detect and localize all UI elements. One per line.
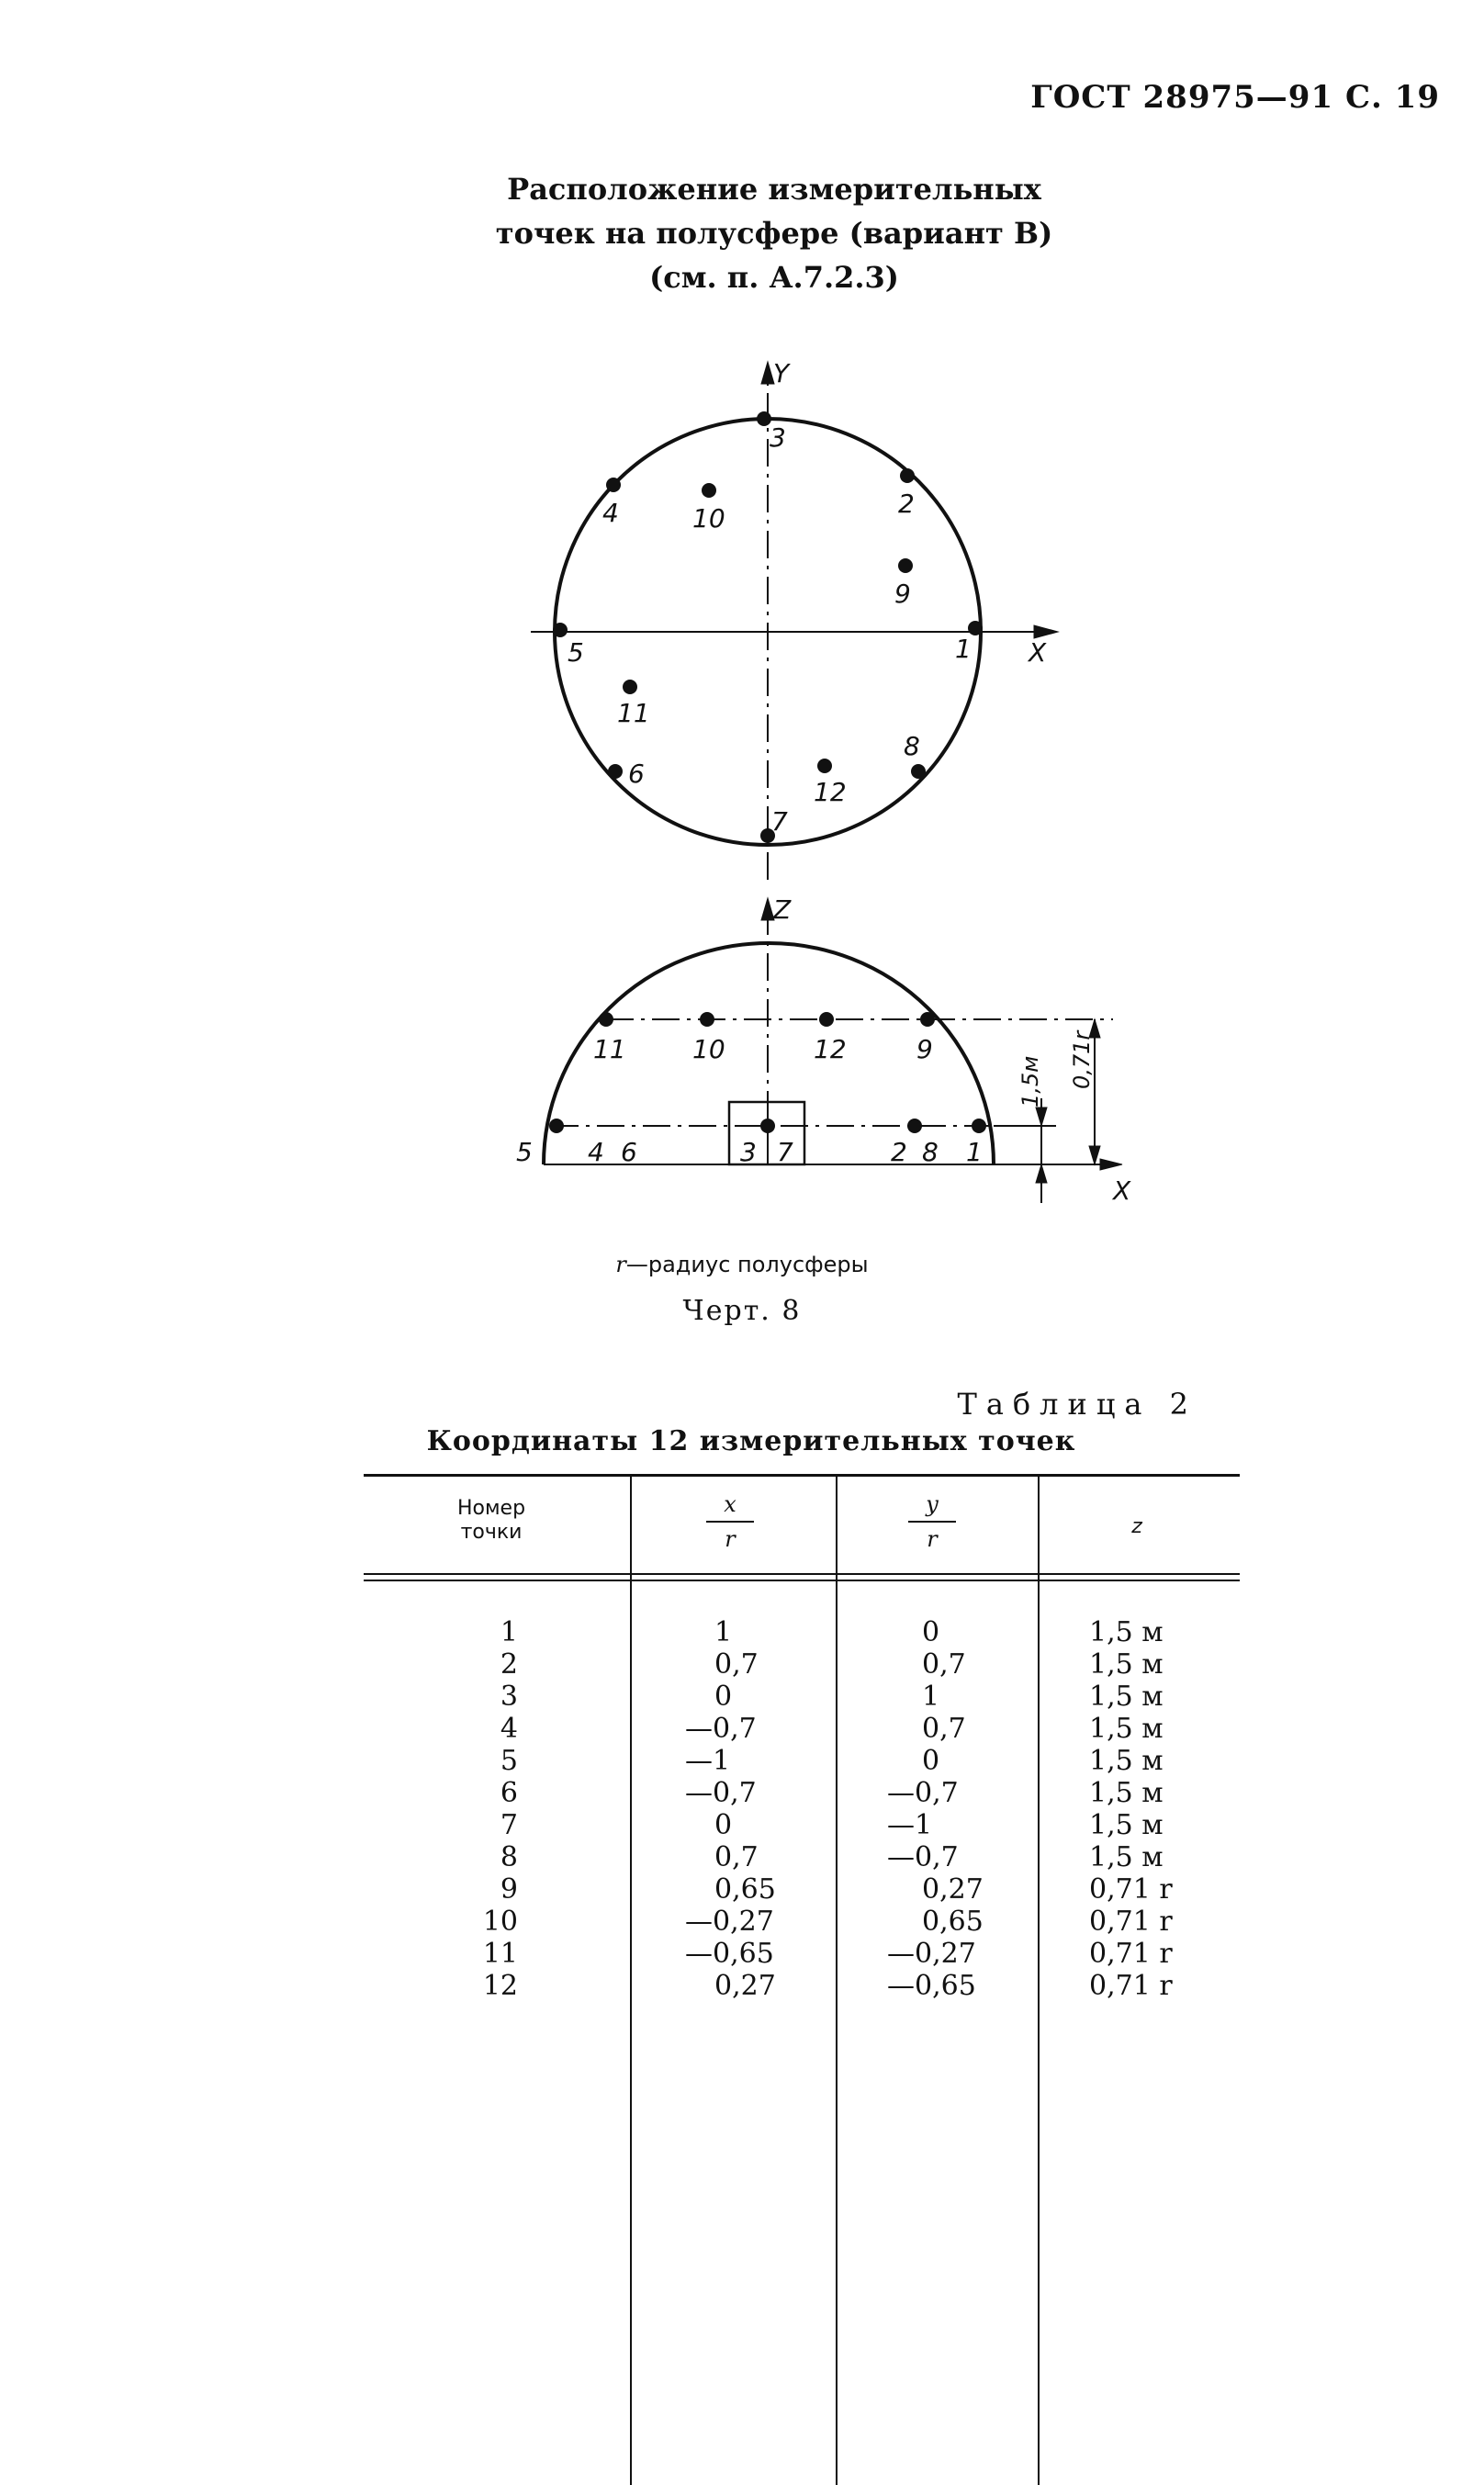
elev-point-37 xyxy=(760,1119,775,1133)
table-cell: 1,5 м xyxy=(1089,1648,1164,1681)
table-cell: 0,71 r xyxy=(1089,1906,1173,1938)
plan-label-5: 5 xyxy=(568,637,584,668)
col-header-x-den: r xyxy=(725,1526,736,1552)
table-cell: —0,7 xyxy=(887,1777,959,1809)
elev-label-5: 5 xyxy=(516,1137,533,1167)
plan-label-6: 6 xyxy=(628,759,645,789)
plan-point-5 xyxy=(553,623,568,637)
col-header-y-den: r xyxy=(927,1526,938,1552)
elev-point-12 xyxy=(819,1012,834,1027)
table-header-rule-2 xyxy=(364,1580,1240,1581)
table-top-rule xyxy=(364,1474,1240,1477)
table-cell: 0,7 xyxy=(922,1648,966,1681)
col-header-number: Номер точки xyxy=(456,1497,526,1544)
table-divider-1 xyxy=(630,1477,632,2485)
plan-point-11 xyxy=(623,680,637,694)
plan-point-8 xyxy=(911,764,926,779)
plan-axis-y-label: Y xyxy=(773,358,790,388)
table-cell: —0,27 xyxy=(685,1906,774,1938)
table-cell: 5 xyxy=(500,1745,518,1777)
table-cell: 6 xyxy=(500,1777,518,1809)
table-cell: 12 xyxy=(482,1970,518,2002)
table-cell: 1,5 м xyxy=(1089,1841,1164,1873)
plan-label-1: 1 xyxy=(955,634,972,664)
plan-labels xyxy=(568,358,1047,837)
table-cell: 0,27 xyxy=(714,1970,776,2002)
table-cell: 0,65 xyxy=(714,1873,776,1906)
col-x-values xyxy=(685,1616,814,2002)
plan-arrow-y xyxy=(761,362,774,384)
table-cell: 1,5 м xyxy=(1089,1777,1164,1809)
dim-label-071: 0,71r xyxy=(1069,1030,1095,1089)
table-cell: —0,27 xyxy=(887,1938,976,1970)
table-cell: 3 xyxy=(500,1681,518,1713)
table-cell: —0,65 xyxy=(887,1970,976,2002)
elev-label-7: 7 xyxy=(777,1137,793,1167)
table-cell: 1,5 м xyxy=(1089,1681,1164,1713)
table-cell: 0 xyxy=(714,1809,733,1841)
table-cell: 2 xyxy=(500,1648,518,1681)
table-cell: 1 xyxy=(714,1616,733,1648)
plan-label-2: 2 xyxy=(898,489,915,519)
elevation-labels xyxy=(516,894,1131,1206)
elev-point-5 xyxy=(549,1119,564,1133)
col-header-y xyxy=(900,1491,964,1552)
table-cell: 0 xyxy=(714,1681,733,1713)
elev-label-10: 10 xyxy=(692,1034,725,1064)
figure-title-line-1: Расположение измерительных xyxy=(507,172,1041,207)
elev-point-9 xyxy=(920,1012,935,1027)
table-cell: 0,27 xyxy=(922,1873,984,1906)
table-cell: 1,5 м xyxy=(1089,1745,1164,1777)
table-cell: 1,5 м xyxy=(1089,1809,1164,1841)
plan-label-11: 11 xyxy=(617,698,650,728)
elev-label-6: 6 xyxy=(621,1137,637,1167)
table-divider-2 xyxy=(836,1477,838,2485)
col-number-values xyxy=(478,1616,518,2002)
col-header-x xyxy=(698,1491,762,1552)
table-cell: —1 xyxy=(685,1745,731,1777)
table-divider-3 xyxy=(1038,1477,1040,2485)
dim-15-arrow-top xyxy=(1036,1108,1047,1126)
elev-label-1: 1 xyxy=(966,1137,983,1167)
plan-label-7: 7 xyxy=(771,806,788,837)
plan-point-10 xyxy=(702,483,716,498)
table-cell: 10 xyxy=(482,1906,518,1938)
plan-label-3: 3 xyxy=(770,422,786,453)
elev-point-1 xyxy=(972,1119,986,1133)
plan-arrow-x xyxy=(1034,625,1058,638)
table-cell: 0,65 xyxy=(922,1906,984,1938)
table-cell: 0,7 xyxy=(714,1648,759,1681)
table-cell: 0,7 xyxy=(922,1713,966,1745)
table-cell: —0,7 xyxy=(887,1841,959,1873)
plan-label-12: 12 xyxy=(814,777,847,807)
table-cell: 1 xyxy=(500,1616,518,1648)
table-header-rule-1 xyxy=(364,1573,1240,1575)
table-cell: —1 xyxy=(887,1809,933,1841)
caption-symbol: r xyxy=(615,1252,626,1277)
elev-point-28 xyxy=(907,1119,922,1133)
table-cell: 0 xyxy=(922,1616,940,1648)
plan-point-2 xyxy=(900,468,915,483)
table-cell: 0 xyxy=(922,1745,940,1777)
table-cell: 0,71 r xyxy=(1089,1873,1173,1906)
plan-label-8: 8 xyxy=(904,731,920,761)
plan-axis-x-label: X xyxy=(1029,637,1047,668)
elev-label-3: 3 xyxy=(740,1137,757,1167)
table-cell: 4 xyxy=(500,1713,518,1745)
elev-point-10 xyxy=(700,1012,714,1027)
dim-071-arrow-bottom xyxy=(1089,1146,1100,1164)
elev-label-8: 8 xyxy=(922,1137,939,1167)
plan-point-9 xyxy=(898,558,913,573)
elev-label-9: 9 xyxy=(916,1034,933,1064)
dim-15-arrow-bottom xyxy=(1036,1164,1047,1183)
col-z-values xyxy=(1089,1616,1218,2002)
elev-axis-x-label: X xyxy=(1113,1175,1131,1206)
plan-label-10: 10 xyxy=(692,503,725,534)
table-cell: 1,5 м xyxy=(1089,1713,1164,1745)
table-cell: 11 xyxy=(482,1938,518,1970)
figure-title-line-3: (см. п. А.7.2.3) xyxy=(649,260,899,295)
plan-point-4 xyxy=(606,478,621,492)
col-header-x-bar xyxy=(706,1521,754,1523)
table-cell: 0,7 xyxy=(714,1841,759,1873)
plan-view xyxy=(531,362,1058,880)
caption-text: —радиус полусферы xyxy=(625,1252,869,1277)
elev-label-2: 2 xyxy=(891,1137,907,1167)
dim-label-15: 1,5м xyxy=(1017,1055,1043,1108)
page-header: ГОСТ 28975—91 С. 19 xyxy=(1030,79,1440,116)
table-cell: 1 xyxy=(922,1681,940,1713)
figure-caption xyxy=(0,1252,1484,1277)
table-cell: 8 xyxy=(500,1841,518,1873)
col-header-z: z xyxy=(1131,1515,1142,1538)
col-header-y-num: y xyxy=(926,1491,939,1517)
elev-label-4: 4 xyxy=(588,1137,604,1167)
table-cell: 7 xyxy=(500,1809,518,1841)
table-label: Таблица 2 xyxy=(957,1387,1197,1422)
plan-point-6 xyxy=(608,764,623,779)
figure-title-line-2: точек на полусфере (вариант В) xyxy=(495,216,1053,251)
table-cell: —0,7 xyxy=(685,1713,757,1745)
table-cell: 9 xyxy=(500,1873,518,1906)
elev-point-11 xyxy=(599,1012,613,1027)
plan-point-12 xyxy=(817,759,832,773)
col-header-x-num: x xyxy=(724,1491,736,1517)
table-title: Координаты 12 измерительных точек xyxy=(426,1425,1076,1457)
elev-arrow-z xyxy=(761,898,774,920)
table-cell: 0,71 r xyxy=(1089,1938,1173,1970)
plan-label-9: 9 xyxy=(894,579,911,609)
elev-label-11: 11 xyxy=(593,1034,626,1064)
col-y-values xyxy=(887,1616,1016,2002)
table-cell: 0,71 r xyxy=(1089,1970,1173,2002)
table-cell: 1,5 м xyxy=(1089,1616,1164,1648)
table-cell: —0,65 xyxy=(685,1938,774,1970)
table-cell: —0,7 xyxy=(685,1777,757,1809)
col-header-y-bar xyxy=(908,1521,956,1523)
drawing-number: Черт. 8 xyxy=(682,1295,802,1327)
elev-label-12: 12 xyxy=(814,1034,847,1064)
elev-arrow-x xyxy=(1100,1159,1122,1170)
plan-label-4: 4 xyxy=(602,498,619,528)
elev-axis-z-label: Z xyxy=(773,894,792,925)
